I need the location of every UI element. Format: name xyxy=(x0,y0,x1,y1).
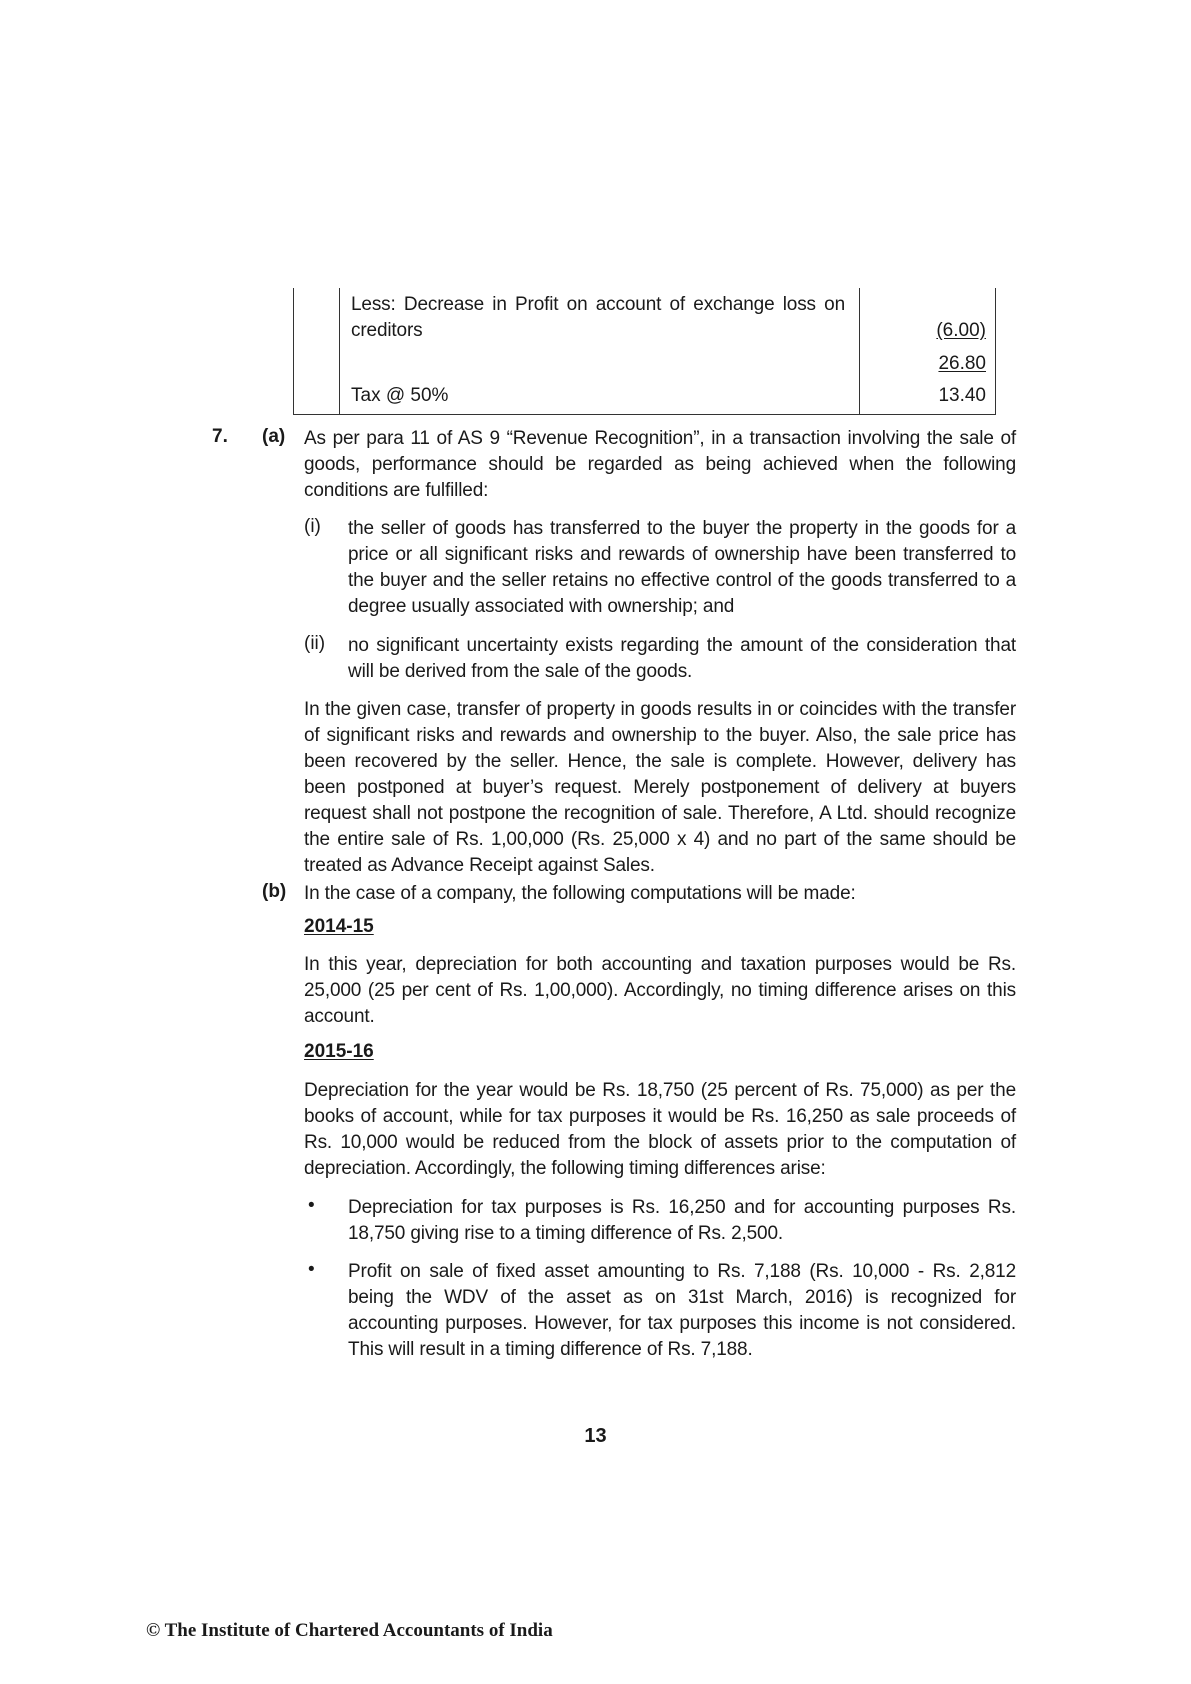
table-row3-description: Tax @ 50% xyxy=(351,385,449,406)
condition-ii-text: no significant uncertainty exists regarding the amount of the consideration that will be derived from the sale of the goods. xyxy=(348,635,1016,682)
bullet-item-2: Profit on sale of fixed asset amounting to Rs. 7,188 (Rs. 10,000 - Rs. 2,812 being the WDV of the asset as on 31st March, 2016) is recognized for accounting purposes. However, for tax purposes this income is not considered. This will result in a timing difference of Rs. 7,188. xyxy=(348,1261,1016,1360)
table-border-bottom xyxy=(293,414,996,415)
year-2014-15-text: In this year, depreciation for both accounting and taxation purposes would be Rs. 25,000 (25 per cent of Rs. 1,00,000). Accordingly, no timing difference arises on this account. xyxy=(304,954,1016,1027)
part-b-label: (b) xyxy=(262,881,287,902)
table-border-left xyxy=(293,288,294,414)
table-row1-amount: (6.00) xyxy=(936,320,986,341)
part-b-intro: In the case of a company, the following computations will be made: xyxy=(304,883,856,904)
part-a-conclusion: In the given case, transfer of property in goods results in or coincides with the transfer of significant risks and rewards and ownership to the buyer. Also, the sale price has been recovered by the seller. Hence, the sale is complete. However, delivery has been postponed at buyer’s request. Merely postponement of delivery at buyers request shall not postpone the recognition of sale. Therefore, A Ltd. should recognize the entire sale of Rs. 1,00,000 (Rs. 25,000 x 4) and no part of the same should be treated as Advance Receipt against Sales. xyxy=(304,699,1016,876)
heading-2014-15: 2014-15 xyxy=(304,916,374,937)
condition-ii-marker: (ii) xyxy=(304,633,326,654)
page-number: 13 xyxy=(584,1425,607,1447)
year-2015-16-text: Depreciation for the year would be Rs. 18,750 (25 percent of Rs. 75,000) as per the books of account, while for tax purposes it would be Rs. 16,250 as sale proceeds of Rs. 10,000 would be reduced from the block of assets prior to the computation of depreciation. Accordingly, the following timing differences arise: xyxy=(304,1080,1016,1179)
condition-i-marker: (i) xyxy=(304,516,321,537)
computation-table xyxy=(293,288,996,415)
table-border-col1 xyxy=(339,288,340,414)
heading-2015-16: 2015-16 xyxy=(304,1041,374,1062)
table-row1-description: Less: Decrease in Profit on account of exchange loss on creditors xyxy=(351,294,845,341)
table-border-col2 xyxy=(859,288,860,414)
bullet-icon: • xyxy=(308,1259,315,1280)
bullet-icon: • xyxy=(308,1195,315,1216)
copyright-footer: © The Institute of Chartered Accountants of India xyxy=(146,1620,553,1641)
table-row3-amount: 13.40 xyxy=(938,385,986,406)
condition-i-text: the seller of goods has transferred to the buyer the property in the goods for a price or all significant risks and rewards of ownership have been transferred to the buyer and the seller retains no effective control of the goods transferred to a degree usually associated with ownership; and xyxy=(348,518,1016,617)
question-number: 7. xyxy=(212,426,228,447)
part-a-label: (a) xyxy=(262,426,286,447)
part-a-intro: As per para 11 of AS 9 “Revenue Recognition”, in a transaction involving the sale of goods, performance should be regarded as being achieved when the following conditions are fulfilled: xyxy=(304,428,1016,501)
bullet-item-1: Depreciation for tax purposes is Rs. 16,250 and for accounting purposes Rs. 18,750 giving rise to a timing difference of Rs. 2,500. xyxy=(348,1197,1016,1244)
table-row2-amount: 26.80 xyxy=(938,353,986,374)
table-border-right xyxy=(995,288,996,414)
